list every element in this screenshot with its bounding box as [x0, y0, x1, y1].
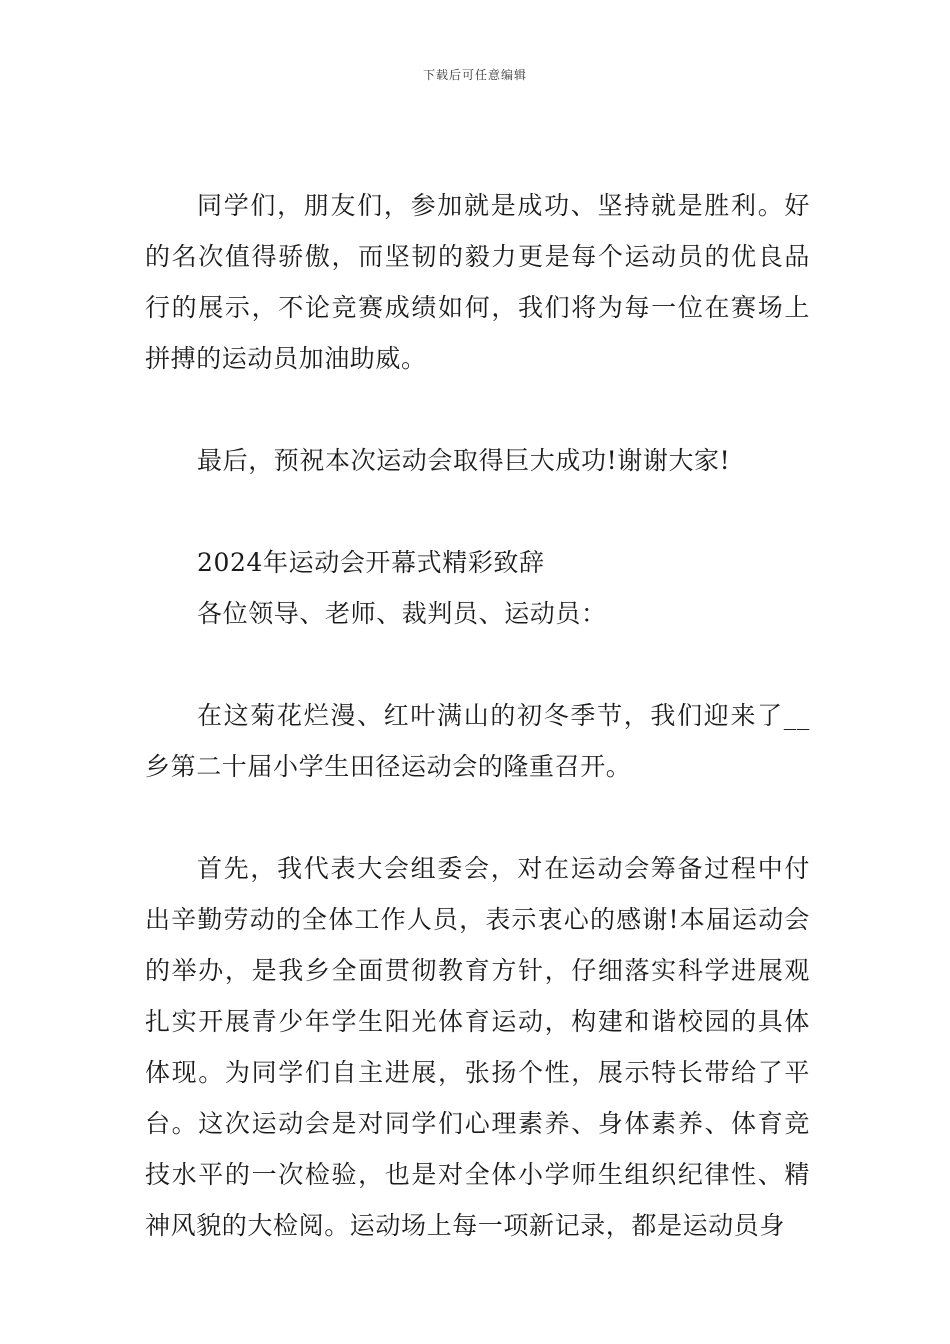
- speech-title: 2024年运动会开幕式精彩致辞: [197, 548, 545, 577]
- speech-salutation: 各位领导、老师、裁判员、运动员：: [197, 599, 607, 628]
- paragraph-spacer: [145, 486, 810, 537]
- paragraph-spacer: [145, 792, 810, 843]
- paragraph-thanks: 首先，我代表大会组委会，对在运动会筹备过程中付出辛勤劳动的全体工作人员，表示衷心的感谢!本届运动会的举办，是我乡全面贯彻教育方针，仔细落实科学进展观扎实开展青少年学生阳光体育运动，构建和谐校园的具体体现。为同学们自主进展，张扬个性，展示特长带给了平台。这次运动会是对同学们心理素养、身体素养、体育竞技水平的一次检验，也是对全体小学师生组织纪律性、精神风貌的大检阅。运动场上每一项新记录，都是运动员身: [145, 854, 810, 1240]
- paragraph-encouragement: 同学们，朋友们，参加就是成功、坚持就是胜利。好的名次值得骄傲，而坚韧的毅力更是每个运动员的优良品行的展示，不论竞赛成绩如何，我们将为每一位在赛场上拼搏的运动员加油助威。: [145, 191, 810, 373]
- paragraph-spacer: [145, 384, 810, 435]
- document-body: [145, 180, 810, 1251]
- paragraph-opening: 在这菊花烂漫、红叶满山的初冬季节，我们迎来了__乡第二十届小学生田径运动会的隆重召开。: [145, 701, 810, 781]
- paragraph-spacer: [145, 639, 810, 690]
- page-header-note: 下载后可任意编辑: [422, 68, 527, 82]
- paragraph-closing-wish: 最后，预祝本次运动会取得巨大成功!谢谢大家!: [197, 446, 731, 475]
